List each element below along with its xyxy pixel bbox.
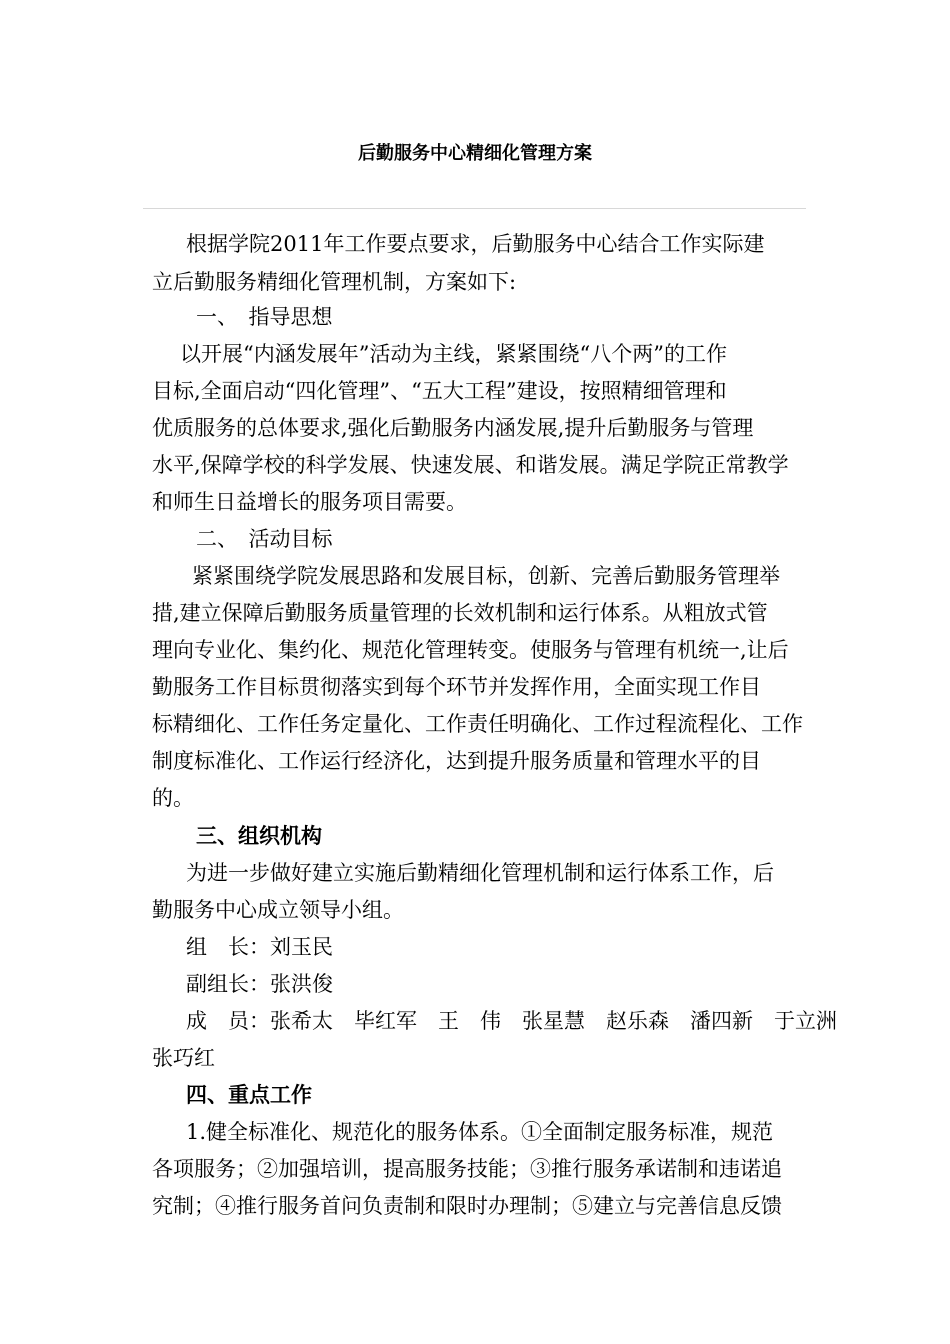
document-title: 后勤服务中心精细化管理方案 — [358, 143, 592, 164]
paragraph-line: 张巧红 — [152, 1046, 215, 1070]
paragraph-line: 理向专业化、集约化、规范化管理转变。使服务与管理有机统一,让后 — [152, 638, 789, 662]
paragraph-line: 以开展“内涵发展年”活动为主线，紧紧围绕“八个两”的工作 — [180, 342, 727, 366]
section-heading: 四、重点工作 — [186, 1083, 312, 1107]
section-heading: 三、组织机构 — [196, 824, 322, 848]
paragraph-line: 优质服务的总体要求,强化后勤服务内涵发展,提升后勤服务与管理 — [152, 416, 754, 440]
paragraph-line: 目标,全面启动“四化管理”、“五大工程”建设，按照精细管理和 — [152, 379, 727, 403]
paragraph-line: 勤服务中心成立领导小组。 — [152, 898, 404, 922]
paragraph-line: 勤服务工作目标贯彻落实到每个环节并发挥作用，全面实现工作目 — [152, 675, 761, 699]
member-line: 成 员：张希太 毕红军 王 伟 张星慧 赵乐森 潘四新 于立洲 — [186, 1009, 837, 1033]
paragraph-line: 1.健全标准化、规范化的服务体系。①全面制定服务标准，规范 — [186, 1120, 774, 1144]
section-heading: 二、 活动目标 — [196, 527, 333, 551]
paragraph-line: 和师生日益增长的服务项目需要。 — [152, 490, 467, 514]
paragraph-line: 水平,保障学校的科学发展、快速发展、和谐发展。满足学院正常教学 — [152, 453, 789, 477]
paragraph-line: 根据学院2011年工作要点要求，后勤服务中心结合工作实际建 — [186, 232, 765, 256]
paragraph-line: 各项服务；②加强培训，提高服务技能；③推行服务承诺制和违诺追 — [152, 1157, 782, 1181]
paragraph-line: 措,建立保障后勤服务质量管理的长效机制和运行体系。从粗放式管 — [152, 601, 768, 625]
member-line: 组 长：刘玉民 — [186, 935, 333, 959]
paragraph-line: 制度标准化、工作运行经济化，达到提升服务质量和管理水平的目 — [152, 749, 761, 773]
paragraph-line: 的。 — [152, 786, 194, 810]
paragraph-line: 紧紧围绕学院发展思路和发展目标，创新、完善后勤服务管理举 — [192, 564, 780, 588]
member-line: 副组长：张洪俊 — [186, 972, 333, 996]
header-divider — [143, 208, 806, 209]
paragraph-line: 为进一步做好建立实施后勤精细化管理机制和运行体系工作，后 — [186, 861, 774, 885]
paragraph-line: 标精细化、工作任务定量化、工作责任明确化、工作过程流程化、工作 — [152, 712, 803, 736]
paragraph-line: 究制；④推行服务首问负责制和限时办理制；⑤建立与完善信息反馈 — [152, 1194, 782, 1218]
section-heading: 一、 指导思想 — [196, 305, 333, 329]
paragraph-line: 立后勤服务精细化管理机制，方案如下: — [152, 270, 517, 294]
